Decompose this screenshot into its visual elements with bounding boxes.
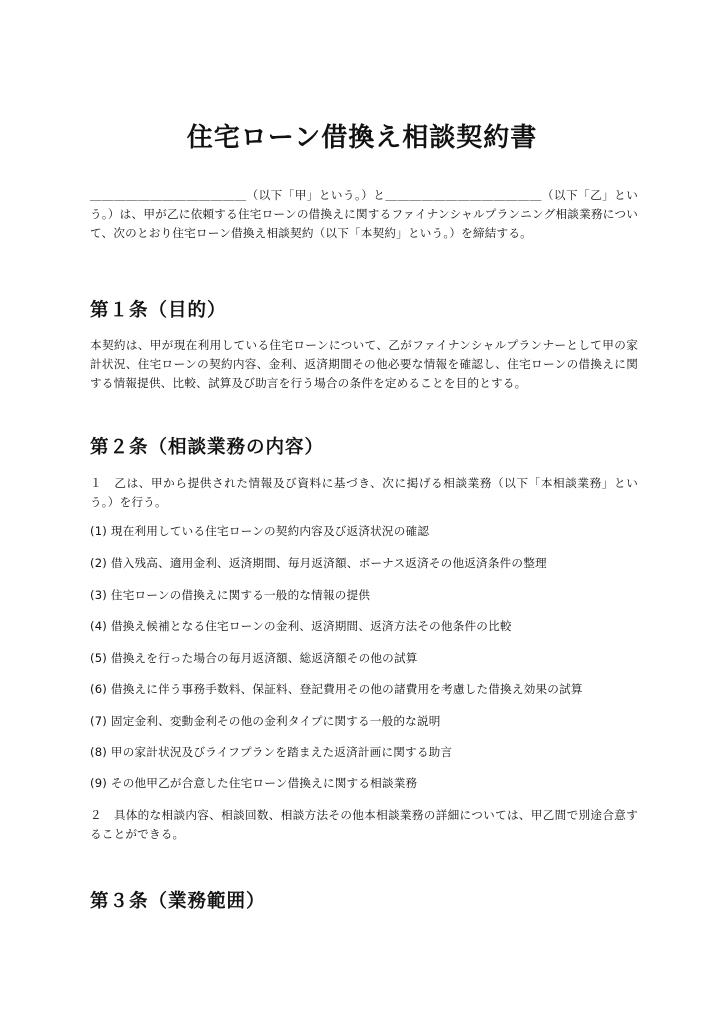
- article-2-paragraph-2: ２ 具体的な相談内容、相談回数、相談方法その他本相談業務の詳細については、甲乙間で別途合意することができる。: [90, 808, 638, 841]
- article-2-item: (3) 住宅ローンの借換えに関する一般的な情報の提供: [90, 588, 371, 602]
- article-2-item: (7) 固定金利、変動金利その他の金利タイプに関する一般的な説明: [90, 714, 441, 728]
- preamble-paragraph: ＿＿＿＿＿＿＿＿＿＿＿＿＿（以下「甲」という。）と＿＿＿＿＿＿＿＿＿＿＿＿＿（以下「乙」という。）は、甲が乙に依頼する住宅ローンの借換えに関するファイナンシャルプランニング相談業務について、次のとおり住宅ローン借換え相談契約（以下「本契約」という。）を締結する。: [90, 188, 638, 240]
- article-2-item: (6) 借換えに伴う事務手数料、保証料、登記費用その他の諸費用を考慮した借換え効果の試算: [90, 682, 583, 696]
- article-2-paragraph-1: １ 乙は、甲から提供された情報及び資料に基づき、次に掲げる相談業務（以下「本相談業務」という。）を行う。: [90, 476, 638, 509]
- article-3-heading: 第３条（業務範囲）: [90, 891, 266, 912]
- article-2-item: (8) 甲の家計状況及びライフプランを踏まえた返済計画に関する助言: [90, 745, 453, 759]
- article-2-heading: 第２条（相談業務の内容）: [90, 437, 325, 458]
- article-2-item: (5) 借換えを行った場合の毎月返済額、総返済額その他の試算: [90, 651, 418, 665]
- document-title: 住宅ローン借換え相談契約書: [186, 123, 538, 153]
- article-2-item: (9) その他甲乙が合意した住宅ローン借換えに関する相談業務: [90, 776, 418, 790]
- article-1-heading: 第１条（目的）: [90, 300, 227, 321]
- article-1-body: 本契約は、甲が現在利用している住宅ローンについて、乙がファイナンシャルプランナーとして甲の家計状況、住宅ローンの契約内容、金利、返済期間その他必要な情報を確認し、住宅ローンの借換えに関する情報提供、比較、試算及び助言を行う場合の条件を定めることを目的とする。: [90, 338, 638, 390]
- article-2-item: (4) 借換え候補となる住宅ローンの金利、返済期間、返済方法その他条件の比較: [90, 619, 512, 633]
- article-2-item: (1) 現在利用している住宅ローンの契約内容及び返済状況の確認: [90, 524, 430, 538]
- article-2-item: (2) 借入残高、適用金利、返済期間、毎月返済額、ボーナス返済その他返済条件の整理: [90, 556, 547, 570]
